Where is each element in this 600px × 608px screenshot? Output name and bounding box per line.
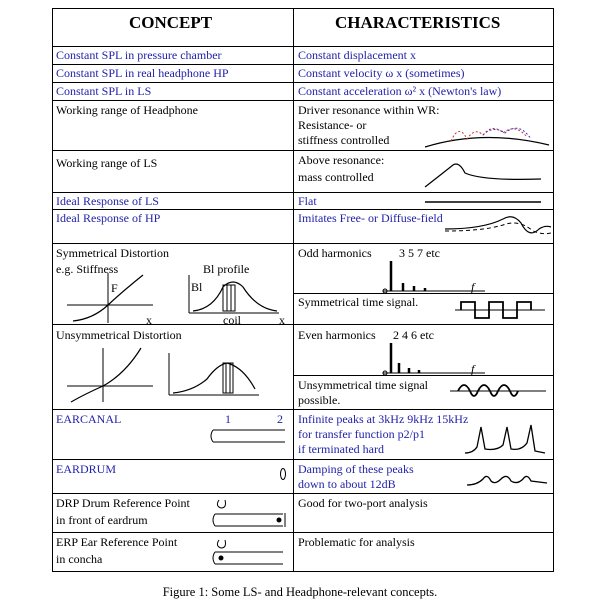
characteristic-text: if terminated hard [298, 442, 384, 456]
concept-text: ERP Ear Reference Point [56, 535, 178, 549]
characteristic-text: Even harmonics [298, 328, 376, 342]
concept-text: DRP Drum Reference Point [56, 496, 190, 510]
characteristic-text: stiffness controlled [298, 133, 390, 147]
characteristic-text: Good for two-port analysis [298, 496, 428, 510]
frequency-label: f [471, 362, 475, 376]
characteristic-text: mass controlled [298, 170, 374, 184]
characteristic-text: Odd harmonics [298, 246, 372, 260]
frequency-label: f [471, 280, 475, 294]
concept-text: Unsymmetrical Distortion [56, 328, 182, 342]
figure-caption: Figure 1: Some LS- and Headphone-relevant concepts. [162, 585, 438, 599]
concept-text: Symmetrical Distortion [56, 246, 169, 260]
ls-response-sketch [423, 159, 543, 191]
x-axis-label: x [146, 313, 152, 327]
header-concept: CONCEPT [129, 13, 213, 32]
harmonics-label: 2 4 6 etc [393, 328, 434, 342]
row-divider [53, 459, 553, 460]
concept-text: Constant SPL in real headphone HP [56, 66, 229, 80]
concept-text: Ideal Response of LS [56, 194, 159, 208]
concept-text: e.g. Stiffness [56, 262, 119, 276]
characteristic-text: Symmetrical time signal. [298, 295, 419, 309]
characteristic-text: Damping of these peaks [298, 462, 414, 476]
unsymmetrical-time-signal [448, 379, 548, 403]
unsymmetrical-curve-sketch [63, 344, 158, 404]
characteristic-text: for transfer function p2/p1 [298, 427, 425, 441]
erp-probe-sketch [213, 536, 293, 570]
earcanal-point-2: 2 [277, 412, 283, 426]
concept-text: Constant SPL in LS [56, 84, 152, 98]
row-divider [53, 409, 553, 410]
drp-probe-sketch [213, 496, 293, 530]
characteristic-text: Constant acceleration ω² x (Newton's law) [298, 84, 502, 98]
characteristic-text: Constant velocity ω x (sometimes) [298, 66, 465, 80]
earcanal-tube-sketch [211, 427, 291, 447]
characteristic-text: Constant displacement x [298, 48, 416, 62]
characteristic-text: Driver resonance within WR: [298, 103, 440, 117]
characteristic-text: Flat [298, 194, 317, 208]
flat-response-line [423, 199, 543, 205]
characteristic-text: possible. [298, 393, 341, 407]
concept-text: Working range of LS [56, 156, 158, 170]
concept-text: Constant SPL in pressure chamber [56, 48, 222, 62]
characteristic-text: Imitates Free- or Diffuse-field [298, 211, 443, 225]
row-divider [53, 493, 553, 494]
eardrum-icon [279, 467, 287, 481]
concept-table [52, 8, 554, 572]
concept-text: in front of eardrum [56, 513, 148, 527]
earcanal-peaks-sketch [463, 421, 548, 457]
stiffness-curve-sketch [63, 269, 158, 324]
concept-text: EARCANAL [56, 412, 122, 426]
symmetrical-time-signal [453, 299, 548, 321]
characteristic-text: Above resonance: [298, 153, 385, 167]
characteristic-text: down to about 12dB [298, 477, 396, 491]
harmonics-label: 3 5 7 etc [399, 246, 440, 260]
unsymmetrical-bl-sketch [163, 349, 263, 399]
characteristic-text: Problematic for analysis [298, 535, 415, 549]
hp-ideal-response-sketch [443, 209, 553, 243]
headphone-response-sketch [423, 121, 553, 151]
header-characteristics: CHARACTERISTICS [335, 13, 501, 32]
concept-text: Ideal Response of HP [56, 211, 161, 225]
damped-peaks-sketch [465, 469, 550, 489]
characteristic-text: Resistance- or [298, 118, 367, 132]
concept-text: Working range of Headphone [56, 103, 198, 117]
column-divider [293, 9, 294, 571]
characteristic-text: Unsymmetrical time signal [298, 378, 428, 392]
row-divider [53, 532, 553, 533]
coil-label: coil [223, 313, 241, 327]
force-label: F [111, 281, 118, 295]
bl-label: Bl [191, 280, 203, 294]
bl-profile-label: Bl profile [203, 262, 250, 276]
bl-profile-sketch [183, 271, 283, 317]
row-divider [53, 100, 553, 101]
x-axis-label: x [279, 313, 285, 327]
earcanal-point-1: 1 [225, 412, 231, 426]
concept-text: in concha [56, 552, 103, 566]
row-divider [53, 324, 553, 325]
row-divider [53, 243, 553, 244]
concept-text: EARDRUM [56, 462, 117, 476]
characteristic-text: Infinite peaks at 3kHz 9kHz 15kHz [298, 412, 469, 426]
